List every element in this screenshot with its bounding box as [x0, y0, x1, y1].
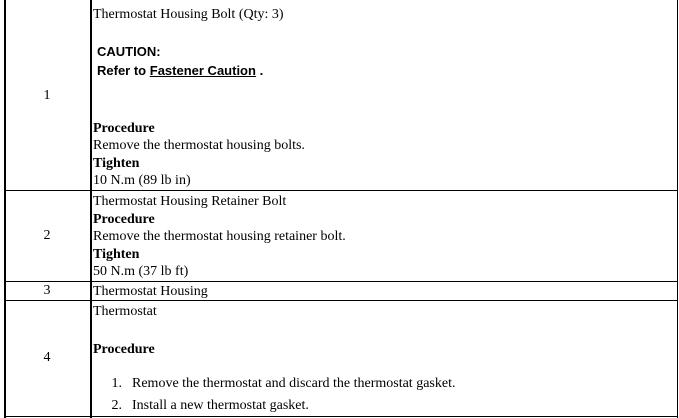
row-1-title: Thermostat Housing Bolt (Qty: 3) — [93, 7, 284, 22]
table-border-bottom — [4, 416, 677, 417]
row-2-number: 2 — [43, 228, 51, 243]
row-1-procedure-label: Procedure — [93, 121, 155, 136]
row-2-title: Thermostat Housing Retainer Bolt — [93, 194, 287, 209]
row-divider — [4, 281, 677, 282]
row-1-tighten-label: Tighten — [93, 156, 140, 171]
caution-prefix: Refer to — [97, 63, 147, 78]
fastener-caution-link[interactable]: Fastener Caution — [149, 63, 256, 78]
row-2-procedure-text: Remove the thermostat housing retainer bolt. — [93, 229, 346, 244]
step-2-number: 2. — [111, 398, 122, 413]
caution-line — [97, 62, 263, 80]
caution-label: CAUTION: — [97, 44, 161, 59]
row-divider — [4, 190, 677, 191]
row-2-tighten-label: Tighten — [93, 247, 140, 262]
row-divider — [4, 300, 677, 301]
row-3-title: Thermostat Housing — [93, 284, 208, 299]
row-2-procedure-label: Procedure — [93, 212, 155, 227]
column-divider — [90, 0, 92, 418]
step-1-number: 1. — [111, 376, 122, 391]
row-4-title: Thermostat — [93, 304, 157, 319]
row-1-tighten-value: 10 N.m (89 lb in) — [93, 173, 191, 188]
row-2-tighten-value: 50 N.m (37 lb ft) — [93, 264, 189, 279]
row-4-number: 4 — [43, 350, 51, 365]
row-4-procedure-label: Procedure — [93, 342, 155, 357]
row-1-number: 1 — [43, 88, 51, 103]
step-1-text: Remove the thermostat and discard the thermostat gasket. — [132, 376, 456, 391]
row-3-number: 3 — [43, 283, 51, 298]
row-1-procedure-text: Remove the thermostat housing bolts. — [93, 138, 305, 153]
caution-suffix: . — [259, 63, 264, 78]
step-2-text: Install a new thermostat gasket. — [132, 398, 309, 413]
table-border-right — [677, 0, 678, 418]
